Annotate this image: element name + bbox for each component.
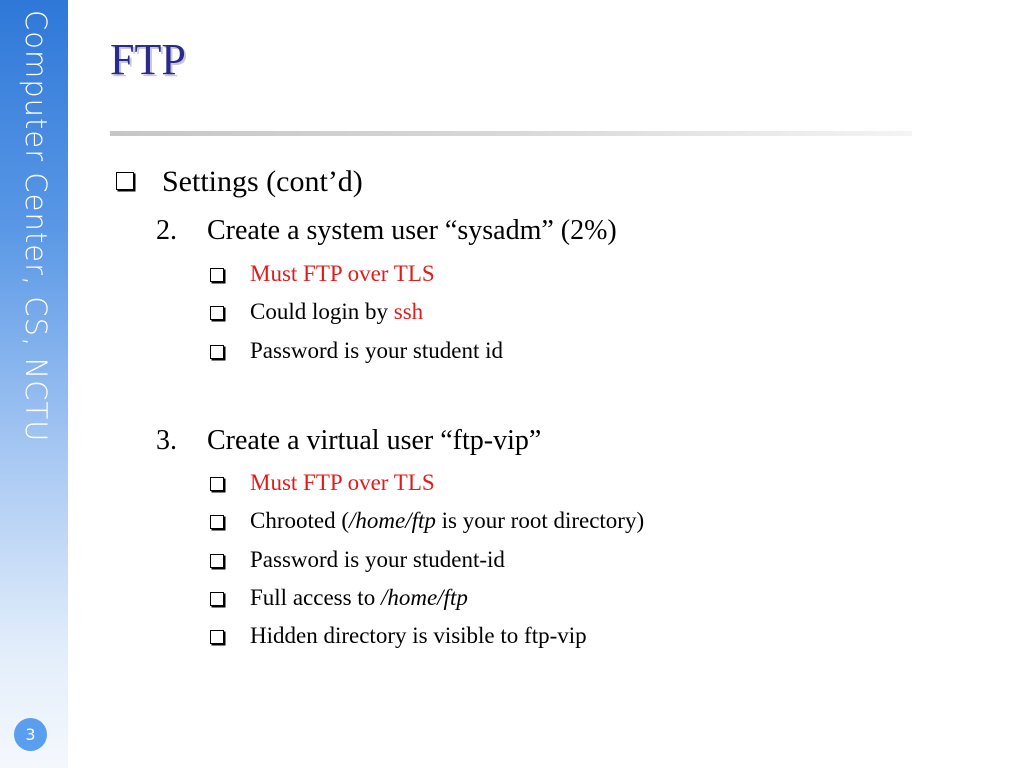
- sidebar-label: Computer Center, CS, NCTU: [19, 10, 53, 443]
- checkbox-bullet-icon: [210, 306, 224, 320]
- item-text: Create a virtual user “ftp-vip”: [207, 425, 542, 456]
- sidebar: [0, 0, 68, 768]
- sub-item-text: Password is your student-id: [250, 547, 505, 572]
- sub-item-text: Must FTP over TLS: [250, 261, 435, 286]
- sub-item-text: Could login by ssh: [250, 299, 424, 324]
- checkbox-bullet-icon: [210, 515, 224, 529]
- checkbox-bullet-icon: [210, 592, 224, 606]
- checkbox-bullet-icon: [210, 477, 224, 491]
- main-bullet: [116, 165, 363, 199]
- checkbox-bullet-icon: [210, 630, 224, 644]
- checkbox-bullet-icon: [210, 345, 224, 359]
- checkbox-bullet-icon: [116, 172, 134, 190]
- checkbox-bullet-icon: [210, 554, 224, 568]
- title-divider: [110, 131, 912, 136]
- sub-item-text: Password is your student id: [250, 338, 503, 363]
- main-bullet-text: Settings (cont’d): [162, 165, 363, 198]
- sub-item-text: Must FTP over TLS: [250, 470, 435, 495]
- sub-item-text: Full access to /home/ftp: [250, 585, 468, 610]
- sub-item-text: Chrooted (/home/ftp is your root directory): [250, 508, 645, 533]
- page-number: 3: [14, 718, 47, 751]
- item-text: Create a system user “sysadm” (2%): [207, 215, 617, 246]
- checkbox-bullet-icon: [210, 268, 224, 282]
- sub-item-text: Hidden directory is visible to ftp-vip: [250, 623, 587, 648]
- item-number: 2.: [156, 215, 177, 246]
- slide-title: FTP: [110, 35, 186, 84]
- item-number: 3.: [156, 425, 177, 456]
